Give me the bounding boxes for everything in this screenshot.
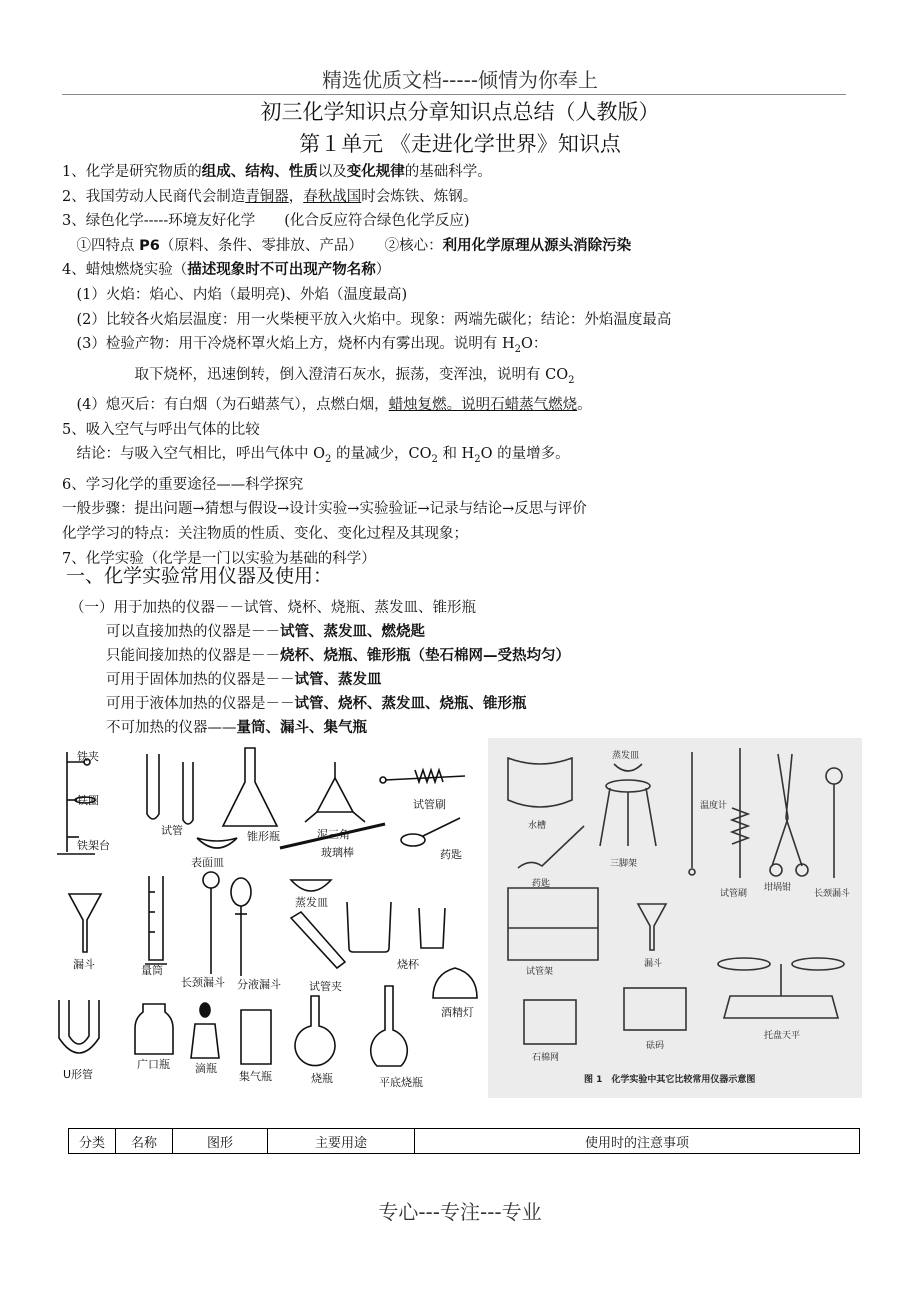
instrument-line-2: 只能间接加热的仪器是－－烧杯、烧瓶、锥形瓶（垫石棉网—受热均匀）	[106, 648, 570, 664]
page-header: 精选优质文档-----倾情为你奉上	[321, 68, 599, 92]
flat-flask-icon	[371, 986, 408, 1066]
separatory-funnel-icon	[231, 878, 251, 976]
label-funnel: 漏斗	[73, 958, 95, 971]
gas-jar-icon	[241, 1010, 271, 1064]
label-flat-flask: 平底烧瓶	[379, 1076, 423, 1089]
line-6: (1）火焰：焰心、内焰（最明亮)、外焰（温度最高)	[62, 286, 408, 303]
label-long-neck-funnel-right: 长颈漏斗	[814, 889, 851, 899]
line-5: 4、蜡烛燃烧实验（描述现象时不可出现产物名称）	[62, 262, 391, 279]
line-11: 5、吸入空气与呼出气体的比较	[62, 421, 260, 438]
conical-flask-icon	[223, 748, 277, 826]
label-asbestos-net: 石棉网	[532, 1053, 560, 1063]
figure-caption: 图 1 化学实验中其它比较常用仪器示意图	[584, 1075, 756, 1085]
line-10: (4）熄灭后：有白烟（为石蜡蒸气），点燃白烟，蜡烛复燃。说明石蜡蒸气燃烧。	[62, 397, 592, 414]
label-watch-glass: 表面皿	[191, 856, 224, 869]
line-4: ①四特点 P6（原料、条件、零排放、产品） ②核心：利用化学原理从源头消除污染	[62, 237, 632, 254]
dropper-bottle-icon	[191, 1003, 219, 1058]
header-figure: 图形	[173, 1129, 268, 1154]
round-flask-icon	[295, 996, 335, 1066]
label-test-tube: 试管	[161, 824, 183, 837]
label-thermometer: 温度计	[700, 801, 728, 811]
instrument-line-1: 可以直接加热的仪器是－－试管、蒸发皿、燃烧匙	[106, 624, 425, 640]
label-test-tube-holder: 试管夹	[309, 980, 342, 993]
label-clay-triangle: 泥三角	[317, 828, 350, 841]
line-12: 结论：与吸入空气相比，呼出气体中 $O_2$ 的量减少，$CO_2$ 和 $H_2O$ 的量增多。	[62, 446, 570, 466]
instrument-line-5: 不可加热的仪器——量筒、漏斗、集气瓶	[106, 720, 367, 736]
label-conical-flask: 锥形瓶	[247, 830, 280, 843]
label-alcohol-lamp: 酒精灯	[441, 1006, 474, 1019]
spatula-icon	[401, 818, 460, 846]
table-header-row	[69, 1129, 860, 1154]
apparatus-figure-right	[488, 738, 862, 1098]
measuring-cylinder-icon	[145, 876, 167, 964]
label-spatula: 药匙	[440, 848, 462, 861]
label-beaker: 烧杯	[397, 958, 419, 971]
label-iron-stand: 铁架台	[77, 839, 110, 852]
header-notes: 使用时的注意事项	[415, 1129, 860, 1154]
unit-title: 第１单元 《走进化学世界》知识点	[299, 132, 621, 156]
header-name: 名称	[116, 1129, 173, 1154]
header-category: 分类	[69, 1129, 116, 1154]
apparatus-figure-left	[55, 742, 480, 1092]
line-1: 1、化学是研究物质的组成、结构、性质以及变化规律的基础科学。	[62, 164, 492, 180]
instrument-line-0: （一）用于加热的仪器－－试管、烧杯、烧瓶、蒸发皿、锥形瓶	[70, 600, 476, 616]
label-round-flask: 烧瓶	[311, 1072, 333, 1085]
u-tube-icon	[59, 1000, 99, 1053]
watch-glass-icon	[197, 838, 237, 848]
line-7: (2）比较各火焰层温度：用一火柴梗平放入火焰中。现象：两端先碳化；结论：外焰温度最高	[62, 311, 672, 328]
label-balance: 托盘天平	[764, 1031, 801, 1041]
label-glass-rod: 玻璃棒	[321, 846, 354, 859]
label-separatory-funnel: 分液漏斗	[237, 978, 281, 991]
label-rack: 试管架	[526, 967, 554, 977]
alcohol-lamp-icon	[433, 968, 477, 998]
label-gas-jar: 集气瓶	[239, 1070, 272, 1083]
test-tube-icon	[147, 754, 193, 824]
label-long-neck-funnel: 长颈漏斗	[181, 976, 225, 989]
funnel-icon	[69, 894, 101, 952]
document-title: 初三化学知识点分章知识点总结（人教版）	[260, 100, 660, 124]
line-15: 化学学习的特点：关注物质的性质、变化、变化过程及其现象；	[62, 525, 468, 542]
header-divider	[62, 94, 846, 95]
line-16: 7、化学实验（化学是一门以实验为基础的科学）	[62, 550, 376, 567]
beaker-small-icon	[419, 908, 445, 948]
label-weights: 砝码	[646, 1041, 665, 1051]
label-wide-mouth-bottle: 广口瓶	[137, 1058, 170, 1071]
label-measuring-cylinder: 量筒	[141, 964, 163, 977]
evaporating-dish-icon	[291, 880, 331, 891]
page-footer: 专心---专注---专业	[378, 1200, 542, 1224]
instrument-line-4: 可用于液体加热的仪器是－－试管、烧杯、蒸发皿、烧瓶、锥形瓶	[106, 696, 527, 712]
label-evaporating-dish-right: 蒸发皿	[612, 751, 640, 761]
instrument-line-3: 可用于固体加热的仪器是－－试管、蒸发皿	[106, 672, 382, 688]
line-13: 6、学习化学的重要途径——科学探究	[62, 476, 304, 493]
line-9: 取下烧杯，迅速倒转，倒入澄清石灰水，振荡，变浑浊，说明有 $CO_2$	[62, 366, 575, 386]
label-crucible-tongs: 坩埚钳	[764, 883, 792, 893]
long-neck-funnel-icon	[203, 872, 219, 974]
section-title: 一、化学实验常用仪器及使用：	[66, 565, 333, 587]
wide-mouth-bottle-icon	[135, 1004, 173, 1054]
line-14: 一般步骤：提出问题→猜想与假设→设计实验→实验验证→记录与结论→反思与评价	[62, 501, 587, 518]
line-3: 3、绿色化学-----环境友好化学 (化合反应符合绿色化学反应)	[62, 213, 470, 230]
label-u-tube: U形管	[63, 1068, 94, 1081]
line-8: (3）检验产物：用干冷烧杯罩火焰上方，烧杯内有雾出现。说明有 $H_2O$：	[62, 336, 548, 356]
test-tube-holder-icon	[291, 912, 345, 968]
label-spoon: 药匙	[532, 879, 551, 889]
knowledge-points	[62, 160, 862, 571]
instrument-table	[68, 1128, 860, 1154]
clay-triangle-icon	[305, 762, 365, 822]
header-usage: 主要用途	[268, 1129, 415, 1154]
label-iron-clamp: 铁夹	[77, 750, 99, 763]
instrument-list	[70, 596, 570, 740]
label-funnel-right: 漏斗	[644, 959, 663, 969]
label-brush: 试管刷	[720, 889, 748, 899]
label-test-tube-brush: 试管刷	[413, 798, 446, 811]
label-dropper-bottle: 滴瓶	[195, 1062, 217, 1075]
label-evaporating-dish: 蒸发皿	[295, 896, 328, 909]
test-tube-brush-icon	[380, 770, 465, 783]
line-2: 2、我国劳动人民商代会制造青铜器，春秋战国时会炼铁、炼钢。	[62, 188, 478, 205]
label-water-trough: 水槽	[528, 821, 547, 831]
label-iron-ring: 铁圈	[77, 794, 99, 807]
beaker-large-icon	[347, 902, 391, 952]
label-tripod: 三脚架	[610, 859, 638, 869]
